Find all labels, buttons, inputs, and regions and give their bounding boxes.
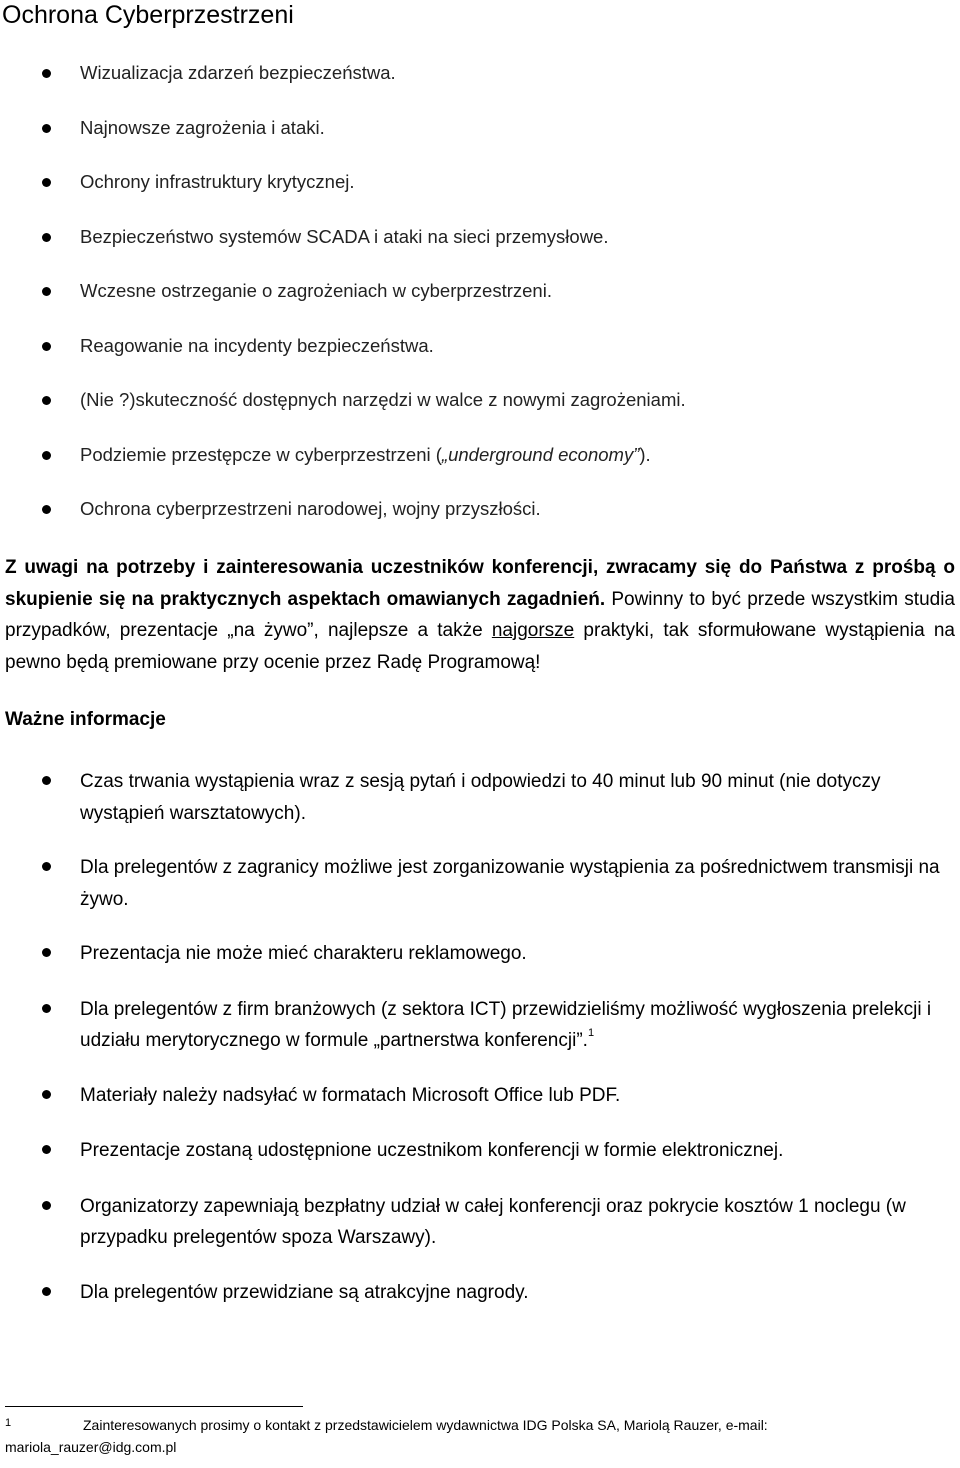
list-item: Reagowanie na incydenty bezpieczeństwa. <box>0 321 960 376</box>
list-item: Materiały należy nadsyłać w formatach Microsoft Office lub PDF. <box>0 1080 960 1112</box>
list-item: (Nie ?)skuteczność dostępnych narzędzi w walce z nowymi zagrożeniami. <box>0 375 960 430</box>
bullet-icon <box>42 124 51 133</box>
bullet-icon <box>42 1287 51 1296</box>
bullet-icon <box>42 342 51 351</box>
list-item: Wizualizacja zdarzeń bezpieczeństwa. <box>0 48 960 103</box>
list-item: Prezentacje zostaną udostępnione uczestnikom konferencji w formie elektronicznej. <box>0 1135 960 1167</box>
footnote-reference: 1 <box>587 1027 595 1039</box>
list-item: Najnowsze zagrożenia i ataki. <box>0 103 960 158</box>
bullet-icon <box>42 451 51 460</box>
footnote-text: Zainteresowanych prosimy o kontakt z przedstawicielem wydawnictwa IDG Polska SA, Mariolą Rauzer, e-mail: <box>83 1417 768 1433</box>
list-item: Dla prelegentów z firm branżowych (z sektora ICT) przewidzieliśmy możliwość wygłoszenia prelekcji i udziału merytorycznego w formule „partnerstwa konferencji”.$^1$ <box>0 994 960 1057</box>
footnote-divider <box>5 1406 303 1407</box>
bullet-icon <box>42 396 51 405</box>
page-title: Ochrona Cyberprzestrzeni <box>2 1 294 29</box>
footnote <box>5 1414 935 1458</box>
bullet-icon <box>42 233 51 242</box>
bullet-icon <box>42 178 51 187</box>
footnote-email: mariola_rauzer@idg.com.pl <box>5 1439 177 1455</box>
bullet-icon <box>42 1090 51 1099</box>
bullet-icon <box>42 505 51 514</box>
footnote-mark: 1 <box>5 1417 12 1429</box>
list-item: Ochrony infrastruktury krytycznej. <box>0 157 960 212</box>
list-item: Czas trwania wystąpienia wraz z sesją pytań i odpowiedzi to 40 minut lub 90 minut (nie dotyczy wystąpień warsztatowych). <box>0 766 960 829</box>
call-paragraph: Z uwagi na potrzeby i zainteresowania uczestników konferencji, zwracamy się do Państwa z prośbą o skupienie się na praktycznych aspektach omawianych zagadnień. Powinny to być przede wszystkim studia przypadków, prezentacje „na żywo”, najlepsze a także najgorsze praktyki, tak sformułowane wystąpienia na pewno będą premiowane przy ocenie przez Radę Programową! <box>5 557 955 673</box>
bullet-icon <box>42 1201 51 1210</box>
bullet-icon <box>42 287 51 296</box>
bullet-icon <box>42 1004 51 1013</box>
bullet-icon <box>42 948 51 957</box>
bullet-icon <box>42 69 51 78</box>
list-item: Dla prelegentów przewidziane są atrakcyjne nagrody. <box>0 1277 960 1309</box>
topics-list <box>0 48 960 539</box>
important-heading: Ważne informacje <box>5 709 166 730</box>
list-item: Podziemie przestępcze w cyberprzestrzeni („underground economy”). <box>0 430 960 485</box>
list-item: Wczesne ostrzeganie o zagrożeniach w cyberprzestrzeni. <box>0 266 960 321</box>
list-item: Prezentacja nie może mieć charakteru reklamowego. <box>0 938 960 970</box>
bullet-icon <box>42 1145 51 1154</box>
list-item: Organizatorzy zapewniają bezpłatny udział w całej konferencji oraz pokrycie kosztów 1 noclegu (w przypadku prelegentów spoza Warszawy). <box>0 1191 960 1254</box>
bullet-icon <box>42 862 51 871</box>
important-info-list <box>0 766 960 1308</box>
list-item: Bezpieczeństwo systemów SCADA i ataki na sieci przemysłowe. <box>0 212 960 267</box>
list-item: Ochrona cyberprzestrzeni narodowej, wojny przyszłości. <box>0 484 960 539</box>
bullet-icon <box>42 776 51 785</box>
list-item: Dla prelegentów z zagranicy możliwe jest zorganizowanie wystąpienia za pośrednictwem transmisji na żywo. <box>0 852 960 915</box>
